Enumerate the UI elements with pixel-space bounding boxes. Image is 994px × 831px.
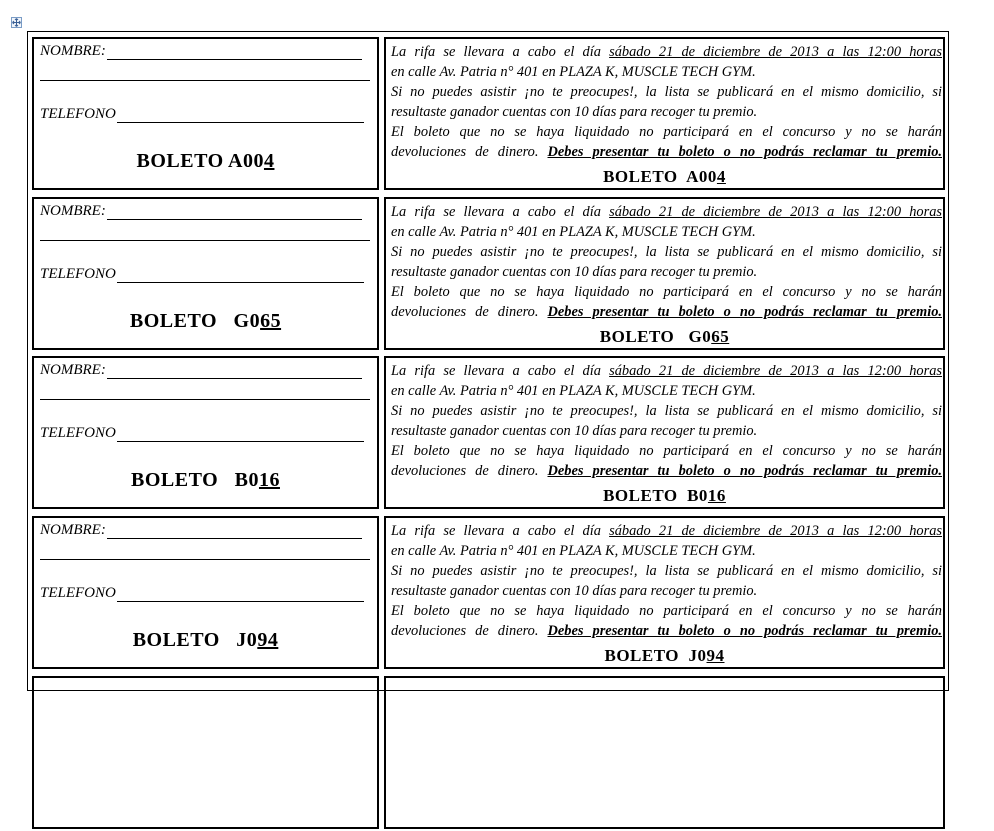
name-blank-line (40, 239, 370, 241)
name-field[interactable] (40, 203, 362, 220)
stub-cell[interactable] (32, 516, 379, 669)
phone-field[interactable] (40, 266, 364, 283)
table-move-handle-icon[interactable] (11, 17, 22, 28)
phone-line (117, 427, 364, 442)
stub-cell (32, 676, 379, 829)
ticket-number-stub: BOLETO B016 (131, 469, 280, 491)
ticket-row (28, 511, 950, 671)
ticket-row (28, 192, 950, 352)
name-line (107, 524, 362, 539)
phone-label: TELEFONO (40, 106, 116, 122)
name-label: NOMBRE: (40, 43, 106, 59)
name-line (107, 364, 362, 379)
info-cell (384, 516, 945, 669)
name-line (107, 205, 362, 220)
phone-label: TELEFONO (40, 425, 116, 441)
ticket-number-main: BOLETO G065 (599, 327, 730, 346)
name-field[interactable] (40, 522, 362, 539)
info-cell (384, 37, 945, 190)
raffle-info: La rifa se llevara a cabo el día sábado 21 de diciembre de 2013 a las 12:00 horas en calle Av. Patria n° 401 en PLAZA K, MUSCLE TECH GYM. Si no puedes asistir ¡no te preocupes!, la lista se publicará en el mismo domicilio, si resultaste ganador cuentas con 10 días para recoger tu premio. El boleto que no se haya liquidado no participará en el concurso y no se harán devoluciones de dinero. Debes presentar tu boleto o no podrás reclamar tu premio. (391, 363, 943, 479)
phone-field[interactable] (40, 106, 364, 123)
phone-line (117, 108, 364, 123)
ticket-row (28, 32, 950, 192)
ticket-number-stub: BOLETO G065 (129, 310, 282, 332)
ticket-number-main: BOLETO B016 (603, 486, 726, 505)
info-cell (384, 197, 945, 350)
ticket-row-partial (28, 671, 950, 831)
name-blank-line (40, 398, 370, 400)
phone-label: TELEFONO (40, 585, 116, 601)
phone-field[interactable] (40, 425, 364, 442)
ticket-number-main: BOLETO A004 (603, 167, 726, 186)
phone-line (117, 268, 364, 283)
stub-cell[interactable] (32, 37, 379, 190)
name-field[interactable] (40, 362, 362, 379)
ticket-row (28, 351, 950, 511)
name-blank-line (40, 558, 370, 560)
ticket-number-stub: BOLETO J094 (132, 629, 279, 651)
raffle-info: La rifa se llevara a cabo el día sábado 21 de diciembre de 2013 a las 12:00 horas en calle Av. Patria n° 401 en PLAZA K, MUSCLE TECH GYM. Si no puedes asistir ¡no te preocupes!, la lista se publicará en el mismo domicilio, si resultaste ganador cuentas con 10 días para recoger tu premio. El boleto que no se haya liquidado no participará en el concurso y no se harán devoluciones de dinero. Debes presentar tu boleto o no podrás reclamar tu premio. (391, 204, 943, 320)
name-label: NOMBRE: (40, 203, 106, 219)
name-line (107, 45, 362, 60)
raffle-info: La rifa se llevara a cabo el día sábado 21 de diciembre de 2013 a las 12:00 horas en calle Av. Patria n° 401 en PLAZA K, MUSCLE TECH GYM. Si no puedes asistir ¡no te preocupes!, la lista se publicará en el mismo domicilio, si resultaste ganador cuentas con 10 días para recoger tu premio. El boleto que no se haya liquidado no participará en el concurso y no se harán devoluciones de dinero. Debes presentar tu boleto o no podrás reclamar tu premio. (391, 523, 943, 639)
name-label: NOMBRE: (40, 362, 106, 378)
ticket-number-main: BOLETO J094 (604, 646, 725, 665)
stub-cell[interactable] (32, 356, 379, 509)
phone-line (117, 587, 364, 602)
raffle-info: La rifa se llevara a cabo el día sábado 21 de diciembre de 2013 a las 12:00 horas en calle Av. Patria n° 401 en PLAZA K, MUSCLE TECH GYM. Si no puedes asistir ¡no te preocupes!, la lista se publicará en el mismo domicilio, si resultaste ganador cuentas con 10 días para recoger tu premio. El boleto que no se haya liquidado no participará en el concurso y no se harán devoluciones de dinero. Debes presentar tu boleto o no podrás reclamar tu premio. (391, 44, 943, 160)
name-field[interactable] (40, 43, 362, 60)
ticket-table (27, 31, 949, 691)
stub-cell[interactable] (32, 197, 379, 350)
name-label: NOMBRE: (40, 522, 106, 538)
info-cell (384, 356, 945, 509)
phone-label: TELEFONO (40, 266, 116, 282)
ticket-number-stub: BOLETO A004 (136, 150, 275, 172)
phone-field[interactable] (40, 585, 364, 602)
info-cell (384, 676, 945, 829)
name-blank-line (40, 79, 370, 81)
